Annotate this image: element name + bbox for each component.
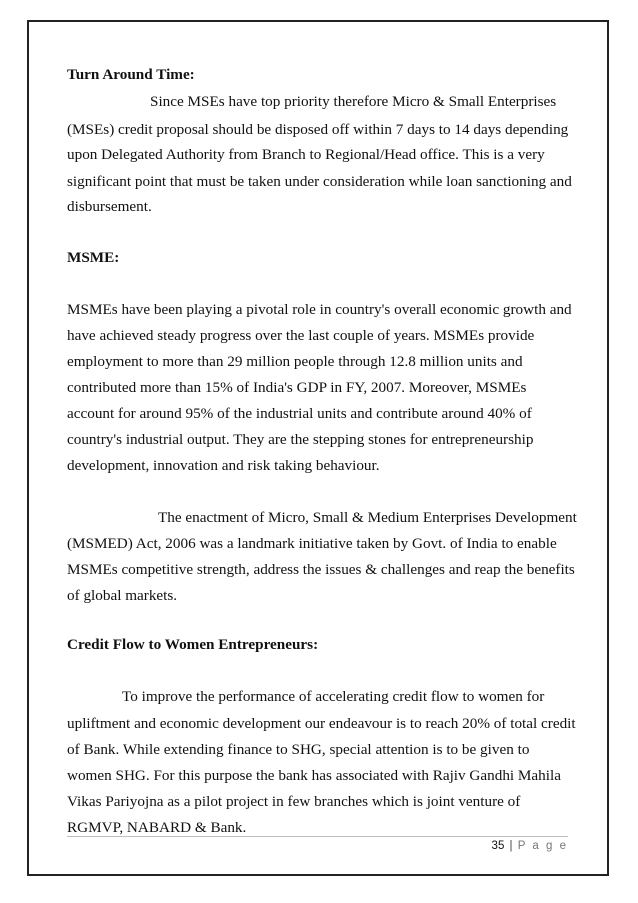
paragraph-line: country's industrial output. They are the stepping stones for entrepreneurship (67, 431, 534, 448)
section-heading-msme: MSME: (67, 249, 120, 266)
paragraph-line: have achieved steady progress over the last couple of years. MSMEs provide (67, 327, 535, 344)
paragraph-line: account for around 95% of the industrial units and contribute around 40% of (67, 405, 532, 422)
paragraph-line: development, innovation and risk taking behaviour. (67, 457, 380, 474)
page-number: 35 (491, 840, 505, 852)
paragraph-line: of global markets. (67, 587, 178, 604)
footer-separator: | (509, 840, 513, 852)
paragraph-line: upon Delegated Authority from Branch to Regional/Head office. This is a very (67, 146, 545, 163)
paragraph-line: To improve the performance of accelerating credit flow to women for (122, 688, 545, 705)
page-footer (492, 840, 568, 852)
paragraph-line: MSMEs have been playing a pivotal role in country's overall economic growth and (67, 301, 572, 318)
paragraph-line: Vikas Pariyojna as a pilot project in few branches which is joint venture of (67, 793, 521, 810)
paragraph-line: The enactment of Micro, Small & Medium Enterprises Development (158, 509, 577, 526)
section-heading-turn-around-time: Turn Around Time: (67, 66, 195, 83)
paragraph-line: employment to more than 29 million people through 12.8 million units and (67, 353, 523, 370)
paragraph-line: (MSEs) credit proposal should be disposed off within 7 days to 14 days depending (67, 121, 569, 138)
paragraph-line: women SHG. For this purpose the bank has associated with Rajiv Gandhi Mahila (67, 767, 561, 784)
paragraph-line: (MSMED) Act, 2006 was a landmark initiative taken by Govt. of India to enable (67, 535, 557, 552)
paragraph-line: RGMVP, NABARD & Bank. (67, 819, 247, 836)
paragraph-line: significant point that must be taken under consideration while loan sanctioning and (67, 173, 572, 190)
footer-rule (67, 836, 568, 837)
paragraph-line: Since MSEs have top priority therefore Micro & Small Enterprises (150, 93, 557, 110)
paragraph-line: contributed more than 15% of India's GDP in FY, 2007. Moreover, MSMEs (67, 379, 527, 396)
section-heading-credit-flow-women: Credit Flow to Women Entrepreneurs: (67, 636, 319, 653)
page-label: P a g e (517, 840, 568, 852)
paragraph-line: disbursement. (67, 198, 152, 215)
paragraph-line: MSMEs competitive strength, address the issues & challenges and reap the benefits (67, 561, 575, 578)
paragraph-line: upliftment and economic development our endeavour is to reach 20% of total credit (67, 715, 576, 732)
paragraph-line: of Bank. While extending finance to SHG, special attention is to be given to (67, 741, 530, 758)
